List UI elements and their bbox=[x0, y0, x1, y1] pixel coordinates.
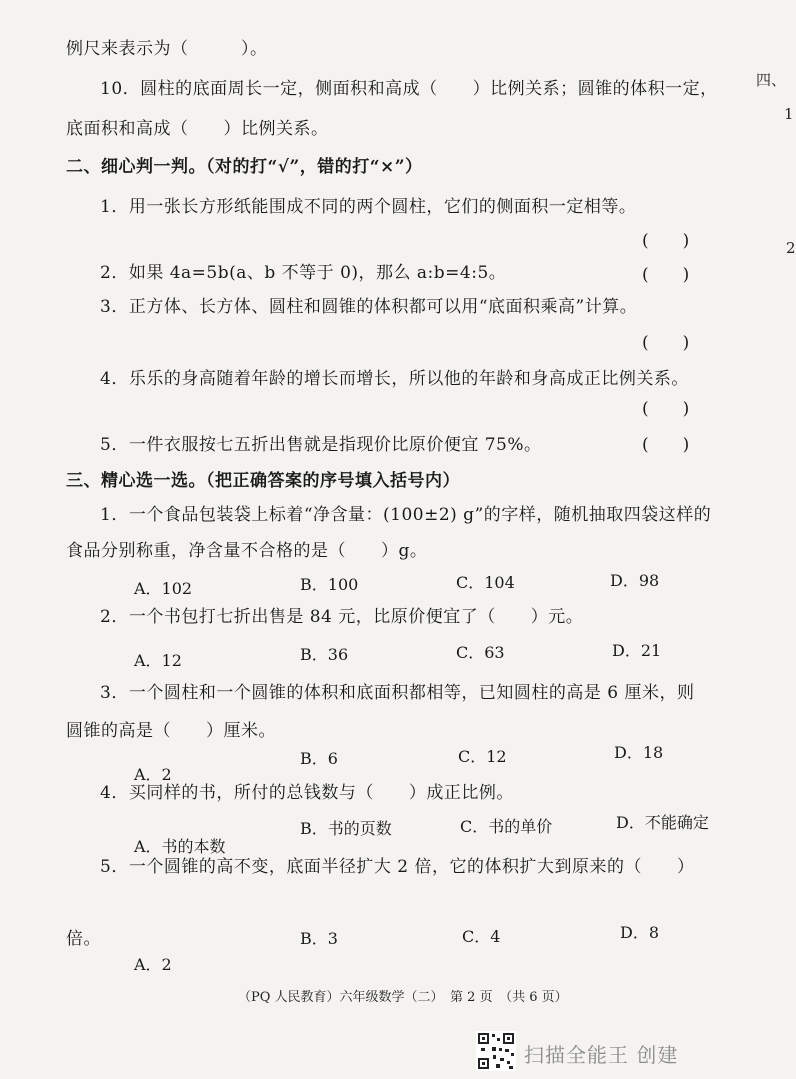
option-b: B．3 bbox=[300, 929, 338, 948]
choice-5-line2: 倍。 bbox=[66, 929, 101, 949]
edge-text: 2 bbox=[786, 239, 796, 257]
option-a: A．12 bbox=[134, 651, 182, 670]
judge-item-5: 5．一件衣服按七五折出售就是指现价比原价便宜 75%。 bbox=[100, 435, 542, 455]
option-b: B．6 bbox=[300, 749, 338, 768]
judge-item-3: 3．正方体、长方体、圆柱和圆锥的体积都可以用“底面积乘高”计算。 bbox=[100, 297, 638, 317]
option-a: A．102 bbox=[134, 579, 193, 598]
option-a: A．书的本数 bbox=[134, 837, 226, 856]
judge-item-4: 4．乐乐的身高随着年龄的增长而增长，所以他的年龄和身高成正比例关系。 bbox=[100, 369, 689, 389]
option-b: B．100 bbox=[300, 575, 359, 594]
option-d: D．21 bbox=[612, 641, 662, 660]
answer-paren: ( ) bbox=[642, 399, 690, 419]
section-2-heading: 二、细心判一判。（对的打“√”，错的打“×”） bbox=[66, 157, 423, 177]
judge-item-2: 2．如果 4a=5b(a、b 不等于 0)，那么 a:b=4:5。 bbox=[100, 263, 507, 283]
option-b: B．书的页数 bbox=[300, 819, 392, 838]
text-line: 例尺来表示为（ ）。 bbox=[66, 39, 268, 59]
judge-item-1: 1．用一张长方形纸能围成不同的两个圆柱，它们的侧面积一定相等。 bbox=[100, 197, 637, 217]
option-c: C．63 bbox=[456, 643, 505, 662]
choice-2: 2．一个书包打七折出售是 84 元，比原价便宜了（ ）元。 bbox=[100, 607, 584, 627]
watermark-text: 扫描全能王 创建 bbox=[524, 1042, 679, 1067]
option-c: C．书的单价 bbox=[460, 817, 553, 836]
choice-3-line2: 圆锥的高是（ ）厘米。 bbox=[66, 721, 276, 741]
answer-paren: ( ) bbox=[642, 265, 690, 285]
option-c: C．4 bbox=[462, 927, 501, 946]
answer-paren: ( ) bbox=[642, 231, 690, 251]
option-a: A．2 bbox=[134, 765, 172, 784]
option-d: D．8 bbox=[620, 923, 660, 942]
option-c: C．12 bbox=[458, 747, 507, 766]
option-b: B．36 bbox=[300, 645, 349, 664]
question-10-line2: 底面积和高成（ ）比例关系。 bbox=[66, 119, 329, 139]
qr-code-icon bbox=[476, 1031, 516, 1075]
option-c: C．104 bbox=[456, 573, 515, 592]
scanner-watermark bbox=[476, 1031, 678, 1075]
choice-3-line1: 3．一个圆柱和一个圆锥的体积和底面积都相等，已知圆柱的高是 6 厘米，则 bbox=[100, 683, 695, 703]
option-a: A．2 bbox=[134, 955, 172, 974]
choice-4: 4．买同样的书，所付的总钱数与（ ）成正比例。 bbox=[100, 783, 514, 803]
answer-paren: ( ) bbox=[642, 333, 690, 353]
edge-text: 四、 bbox=[756, 71, 787, 89]
question-10-line1: 10．圆柱的底面周长一定，侧面积和高成（ ）比例关系；圆锥的体积一定， bbox=[100, 79, 718, 99]
choice-1-line2: 食品分别称重，净含量不合格的是（ ）g。 bbox=[66, 541, 428, 561]
page-footer: （PQ 人民教育）六年级数学（二） 第 2 页 （共 6 页） bbox=[238, 990, 568, 1005]
answer-paren: ( ) bbox=[642, 435, 690, 455]
edge-text: 1 bbox=[784, 105, 794, 123]
option-d: D．不能确定 bbox=[616, 813, 709, 832]
option-d: D．98 bbox=[610, 571, 660, 590]
choice-1-line1: 1．一个食品包装袋上标着“净含量：(100±2) g”的字样，随机抽取四袋这样的 bbox=[100, 505, 712, 525]
choice-5-line1: 5．一个圆锥的高不变，底面半径扩大 2 倍，它的体积扩大到原来的（ ） bbox=[100, 857, 695, 877]
option-d: D．18 bbox=[614, 743, 664, 762]
section-3-heading: 三、精心选一选。（把正确答案的序号填入括号内） bbox=[66, 471, 460, 491]
